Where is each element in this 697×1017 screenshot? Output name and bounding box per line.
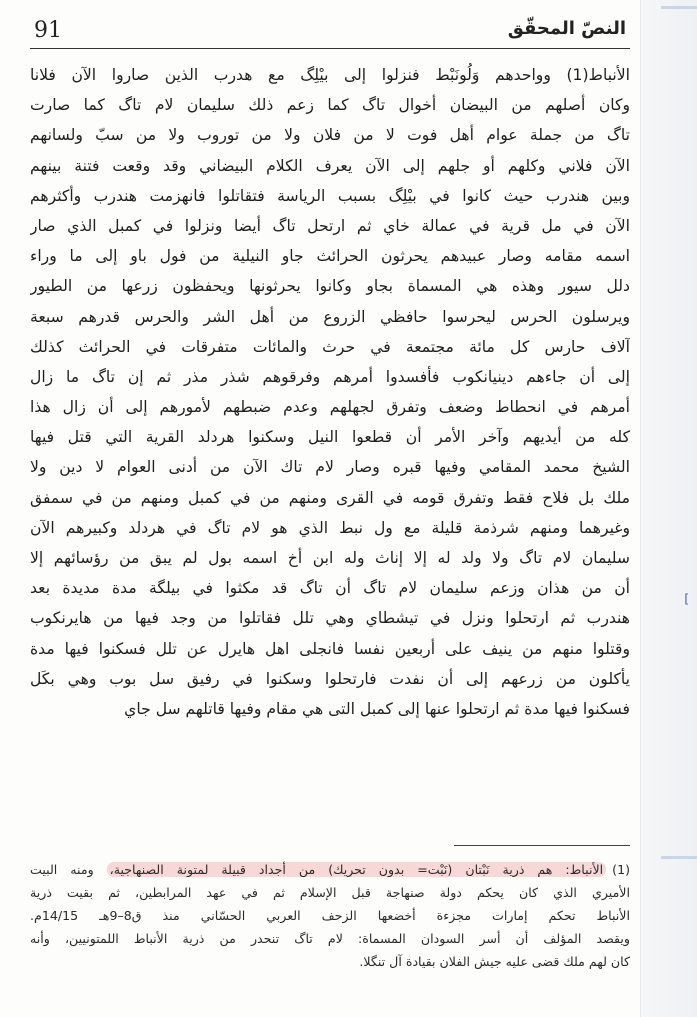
text-line: ويرسلون الحرس ليحرسوا حافظي الزروع من أهل الشر والحرس قدرهم سبعة: [30, 307, 630, 326]
footnote-divider: [454, 845, 630, 846]
text-line: يأكلون من زرعهم إلى أن نفدت فارتحلوا وسكنوا في رفيق سل بوب وهي بكَل: [30, 669, 630, 688]
scan-right-margin: [640, 0, 697, 1017]
footnote-text: ومنه البيت: [30, 862, 94, 877]
text-line: الشيخ محمد المقامي وفيها قبره وصار لام تاك الآن من أدنى العوام لا دين ولا: [30, 458, 630, 477]
footnote-line: ويقصد المؤلف أن أسر السودان المسماة: لام تاگ تنحدر من ذرية الأنباط اللمتونيين، وأنه: [30, 931, 630, 946]
text-line: وقتلوا منهم من ينيف على أربعين نفسا فانجلى اهل هايرل عن تلل فسكنوا فيها مدة: [30, 639, 630, 658]
footnote-number: (1): [612, 862, 630, 877]
highlighted-text: الأنباط: هم ذرية نَبْتان (نَبْت= بدون تحريك) من أجداد قبيلة لمتونة الصنهاجية،: [107, 862, 606, 877]
main-text: [30, 60, 630, 724]
text-line: اسمه مقامه وصار عبيدهم يحرثون الحرائث جاو النيلية من فول باو إلى ما وراء: [30, 247, 630, 266]
text-line: الآن فلاني وكلهم أو جلهم إلى الآن يعرف الكلام البيضاني وقد وقعت فتنة بينهم: [30, 156, 630, 175]
page-number: 91: [34, 18, 62, 43]
text-line: كله من أيديهم وآخر الأمر أن قطعوا النيل وسكنوا هردلد القرية التي قتل فيها: [30, 428, 630, 447]
text-line: هندرب ثم ارتحلوا ونزل في تيشطاي وهي تلل فقاتلوا من وجد فيها من هايرنكوب: [30, 609, 630, 628]
text-line: وبين هندرب حيث كانوا في بيْلِگ بسبب الرياسة فتقاتلوا فانهزمت هندرب وأكثرهم: [30, 186, 630, 205]
text-line: ملك بل فلاح فقط وتفرق قومه في القرى ومنهم من في كمبل ومنهم من في سمفق: [30, 488, 630, 507]
footnote-line: الأميري الذي كان يحكم دولة صنهاجة قبل الإسلام ثم في عهد المرابطين، ثم بقيت ذرية: [30, 885, 630, 900]
footnote-line: [30, 858, 630, 881]
margin-tick: [661, 856, 697, 859]
text-line: الأنباط(1) وواحدهم وَلُونَبْط فنزلوا إلى بيْلِگ مع هدرب الذين صاروا الآن فلانا: [30, 66, 630, 84]
text-line: دلل سيور وهذه هي المسماة بجاو وكانوا يحرثونها ويحفظون زرعها من الطيور: [30, 277, 630, 296]
text-line: أمرهم في انحطاط وضعف وتفرق لجهلهم وعدم ضبطهم لأمورهم إلى أن زال هذا: [30, 398, 630, 417]
text-line: تاگ من جملة عوام أهل فوت لا من فلان ولا من توروب ولا من سبّ ولسانهم: [30, 126, 630, 145]
text-line: سليمان لام تاگ ولا ولد له إلا إناث وله ابن أخ اسمه بول لم يبق من رؤسائهم إلا: [30, 549, 630, 567]
margin-bracket-mark: [: [684, 592, 689, 606]
text-line: وكان أصلهم من البيضان أخوال تاگ كما زعم ذلك سليمان لام تاگ كما صارت: [30, 96, 630, 115]
footnote-line: الأنباط تحكم إمارات مجزءة أخضعها الزحف العربي الحسّاني منذ ق8–9هـ 14/15م.: [30, 908, 630, 923]
footnote: [30, 858, 630, 973]
footnote-line: كان لهم ملك قضى عليه جيش الفلان بقيادة آل تنگلا.: [359, 954, 630, 969]
text-line: إلى أن جاءهم دينيانكوب فأفسدوا أمرهم وفرقوهم شذر مذر ثم إن تاگ ما زال: [30, 367, 630, 386]
text-line: الآن في مل قرية في عمالة خاي ثم ارتحل تاگ أيضا ونزلوا في كمبل الذي صار: [30, 216, 630, 235]
margin-tick: [661, 6, 697, 9]
text-line: فسكنوا فيها مدة ثم ارتحلوا عنها إلى كمبل التى هي مقام وفيها قاتلهم سل جاي: [124, 699, 630, 718]
text-line: آلاف حارس كل مائة مجتمعة في حرث والمائات متفرقات في الحرائث كذلك: [30, 337, 630, 356]
text-line: وغيرهما ومنهم شرذمة قليلة مع ول نبط الذي هو لام تاگ في هردلد وكبيرهم الآن: [30, 518, 630, 537]
running-title: النصّ المحقّق: [507, 18, 626, 39]
page-header: [30, 14, 630, 49]
text-line: أن من هذان وزعم سليمان لام تاگ أن تاگ قد مكثوا في بيلگة مدة مديدة بعد: [30, 579, 630, 598]
